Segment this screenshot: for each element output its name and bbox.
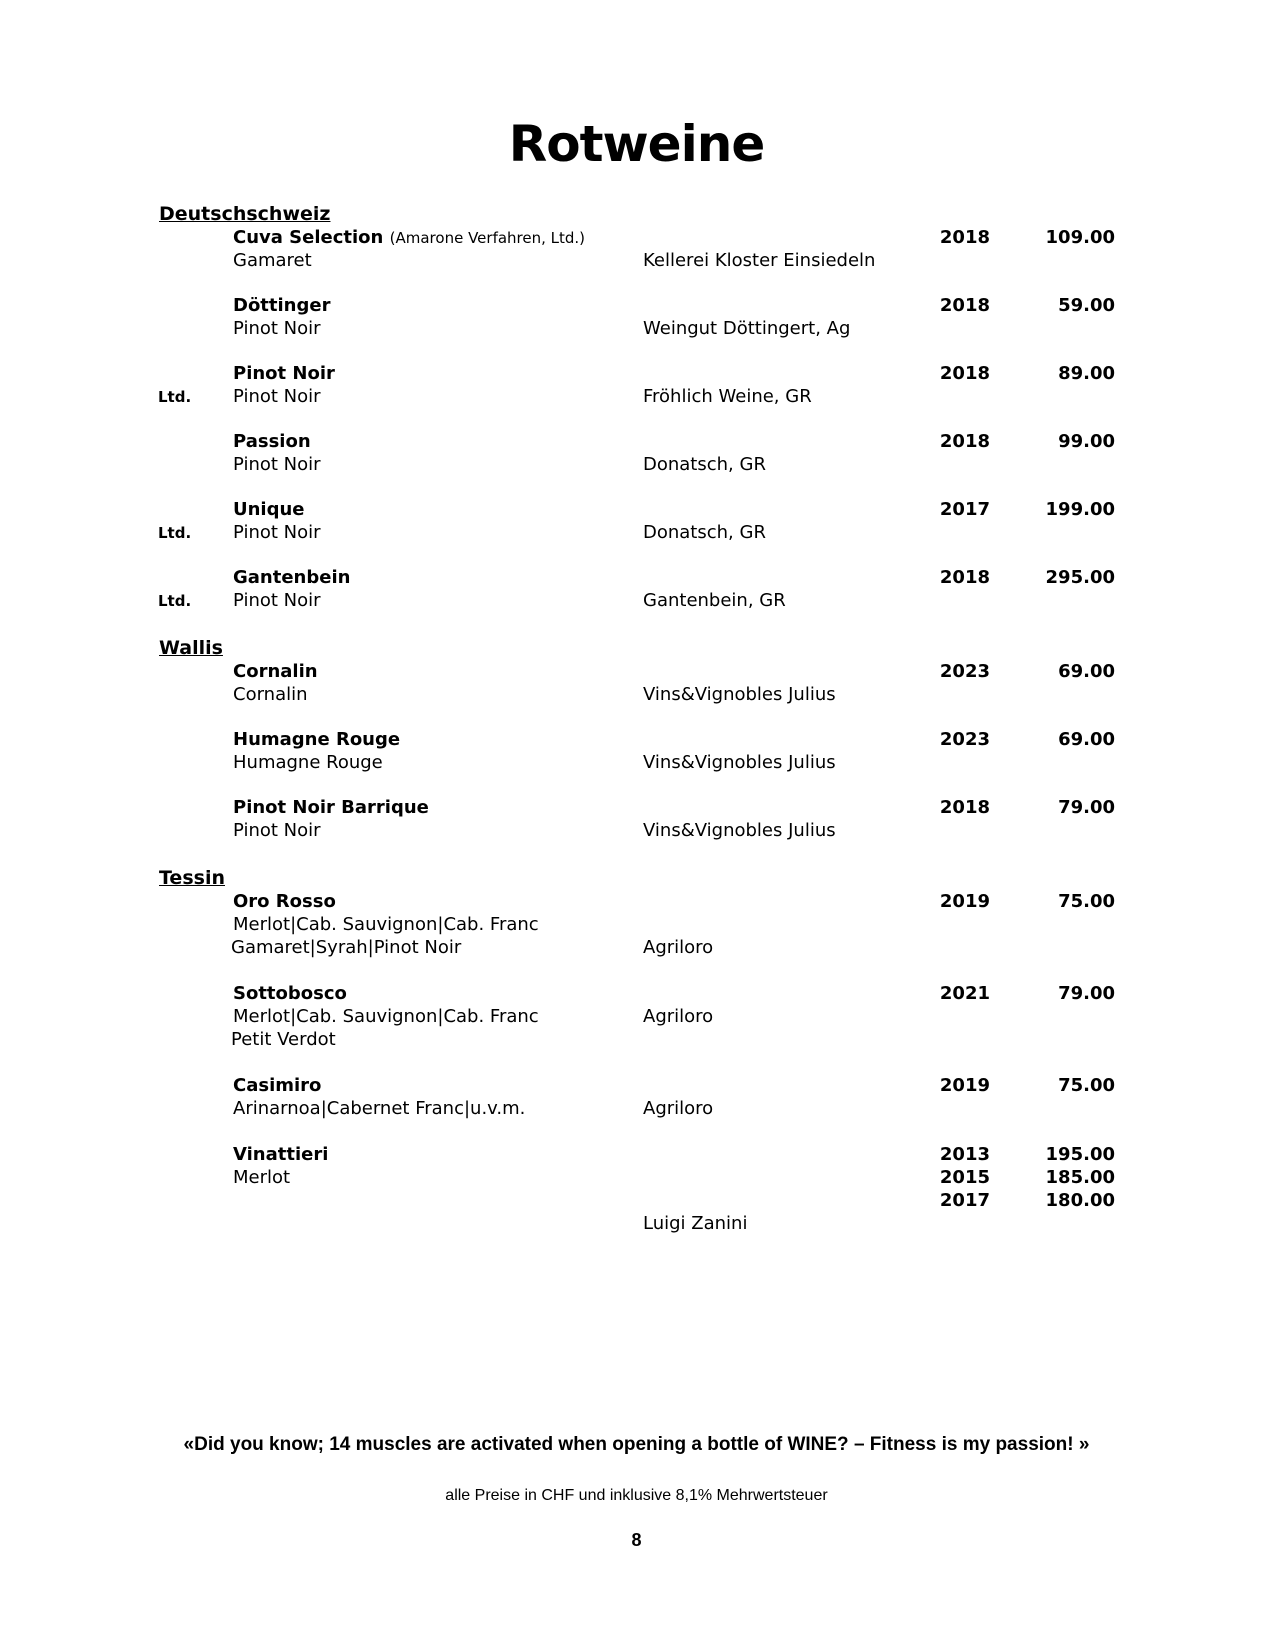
wine-producer: Agriloro — [643, 1006, 714, 1027]
wine-grape: Humagne Rouge — [233, 752, 383, 773]
wine-year: 2018 — [939, 797, 990, 818]
wine-producer: Vins&Vignobles Julius — [643, 684, 836, 705]
wine-grape: Pinot Noir — [233, 820, 321, 841]
ltd-badge: Ltd. — [158, 388, 192, 406]
wine-name: Döttinger — [233, 295, 331, 316]
section-heading-wallis: Wallis — [159, 637, 223, 659]
wine-name: Pinot Noir Barrique — [233, 797, 429, 818]
wine-grape: Pinot Noir — [233, 386, 321, 407]
wine-year: 2018 — [939, 567, 990, 588]
wine-producer: Luigi Zanini — [643, 1213, 748, 1234]
wine-year: 2017 — [939, 499, 990, 520]
wine-name: Vinattieri — [233, 1144, 329, 1165]
wine-year: 2015 — [939, 1167, 990, 1188]
wine-name: Cuva Selection (Amarone Verfahren, Ltd.) — [233, 227, 586, 248]
wine-year: 2018 — [939, 227, 990, 248]
wine-grape: Arinarnoa|Cabernet Franc|u.v.m. — [233, 1098, 526, 1119]
wine-name: Casimiro — [233, 1075, 322, 1096]
wine-grape-line2: Gamaret|Syrah|Pinot Noir — [231, 937, 462, 958]
wine-producer: Donatsch, GR — [643, 454, 766, 475]
wine-year: 2023 — [939, 729, 990, 750]
wine-name: Passion — [233, 431, 311, 452]
price-note: alle Preise in CHF und inklusive 8,1% Mehrwertsteuer — [445, 1487, 828, 1504]
wine-price: 79.00 — [1058, 797, 1115, 818]
wine-grape: Pinot Noir — [233, 590, 321, 611]
wine-name: Humagne Rouge — [233, 729, 401, 750]
wine-producer: Donatsch, GR — [643, 522, 766, 543]
wine-grape: Pinot Noir — [233, 454, 321, 475]
wine-producer: Vins&Vignobles Julius — [643, 820, 836, 841]
wine-year: 2017 — [939, 1190, 990, 1211]
wine-price: 295.00 — [1045, 567, 1115, 588]
wine-year: 2023 — [939, 661, 990, 682]
wine-year: 2018 — [939, 363, 990, 384]
wine-grape: Merlot — [233, 1167, 291, 1188]
wine-price: 195.00 — [1045, 1144, 1115, 1165]
section-heading-deutschschweiz: Deutschschweiz — [159, 203, 331, 225]
wine-grape: Merlot|Cab. Sauvignon|Cab. Franc — [233, 1006, 539, 1027]
page-number: 8 — [631, 1530, 642, 1550]
wine-producer: Gantenbein, GR — [643, 590, 786, 611]
wine-name: Gantenbein — [233, 567, 351, 588]
wine-name: Sottobosco — [233, 983, 347, 1004]
wine-price: 75.00 — [1058, 1075, 1115, 1096]
wine-year: 2021 — [939, 983, 990, 1004]
wine-price: 180.00 — [1045, 1190, 1115, 1211]
section-heading-tessin: Tessin — [159, 867, 225, 889]
wine-producer: Agriloro — [643, 1098, 714, 1119]
wine-grape: Cornalin — [233, 684, 308, 705]
wine-price: 199.00 — [1045, 499, 1115, 520]
wine-grape: Pinot Noir — [233, 522, 321, 543]
wine-name: Pinot Noir — [233, 363, 335, 384]
wine-grape: Gamaret — [233, 250, 312, 271]
wine-price: 69.00 — [1058, 661, 1115, 682]
wine-price: 59.00 — [1058, 295, 1115, 316]
ltd-badge: Ltd. — [158, 592, 192, 610]
wine-year: 2018 — [939, 431, 990, 452]
wine-producer: Fröhlich Weine, GR — [643, 386, 812, 407]
wine-grape: Merlot|Cab. Sauvignon|Cab. Franc — [233, 914, 539, 935]
wine-producer: Agriloro — [643, 937, 714, 958]
wine-price: 75.00 — [1058, 891, 1115, 912]
wine-grape-line2: Petit Verdot — [231, 1029, 336, 1050]
wine-producer: Kellerei Kloster Einsiedeln — [643, 250, 876, 271]
wine-year: 2018 — [939, 295, 990, 316]
wine-year: 2019 — [939, 891, 990, 912]
wine-name: Oro Rosso — [233, 891, 336, 912]
wine-price: 89.00 — [1058, 363, 1115, 384]
wine-year: 2013 — [939, 1144, 990, 1165]
wine-producer: Vins&Vignobles Julius — [643, 752, 836, 773]
wine-name: Cornalin — [233, 661, 318, 682]
wine-name: Unique — [233, 499, 305, 520]
ltd-badge: Ltd. — [158, 524, 192, 542]
wine-year: 2019 — [939, 1075, 990, 1096]
wine-price: 99.00 — [1058, 431, 1115, 452]
wine-price: 69.00 — [1058, 729, 1115, 750]
footer-quote: «Did you know; 14 muscles are activated when opening a bottle of WINE? – Fitness is my passion! » — [183, 1434, 1090, 1455]
wine-price: 79.00 — [1058, 983, 1115, 1004]
page-title: Rotweine — [508, 115, 765, 173]
wine-price: 185.00 — [1045, 1167, 1115, 1188]
wine-grape: Pinot Noir — [233, 318, 321, 339]
wine-price: 109.00 — [1045, 227, 1115, 248]
wine-producer: Weingut Döttingert, Ag — [643, 318, 851, 339]
